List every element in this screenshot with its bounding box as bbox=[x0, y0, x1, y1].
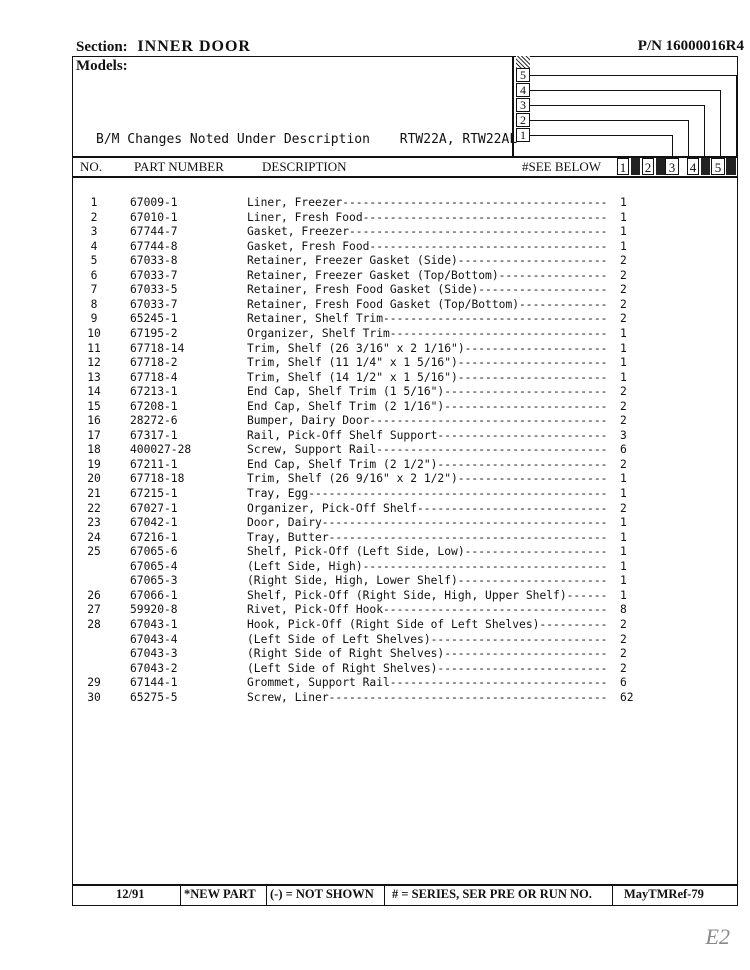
series-col-4: 4 bbox=[687, 158, 699, 175]
series-col-shade bbox=[606, 158, 607, 175]
row-number: 27 bbox=[87, 603, 101, 617]
row-number: 1 bbox=[90, 196, 98, 209]
table-row bbox=[0, 443, 750, 458]
description: Retainer, Freezer Gasket (Side) bbox=[247, 254, 458, 268]
part-number: 67718-18 bbox=[130, 472, 185, 486]
description: Screw, Liner bbox=[247, 690, 329, 704]
dot-leader: --------------------- bbox=[464, 545, 608, 559]
row-number: 28 bbox=[87, 617, 101, 631]
description: Gasket, Fresh Food bbox=[247, 239, 370, 253]
description: Organizer, Pick-Off Shelf bbox=[247, 501, 418, 515]
dot-leader: --------------------------------- bbox=[383, 312, 608, 326]
dot-leader: ---------------- bbox=[498, 268, 608, 282]
description: Grommet, Support Rail bbox=[247, 676, 390, 690]
quantity: 1 bbox=[620, 370, 627, 384]
dot-leader: --------------------------------- bbox=[383, 603, 608, 617]
part-number: 67718-14 bbox=[130, 341, 185, 355]
model-box-5: 5 bbox=[516, 68, 530, 82]
dot-leader: -------------------------------------------- bbox=[308, 487, 608, 500]
quantity: 1 bbox=[620, 239, 627, 253]
description: (Left Side, High) bbox=[247, 559, 363, 573]
part-number: 67043-1 bbox=[130, 617, 178, 631]
table-row bbox=[0, 342, 750, 357]
part-number: 67033-5 bbox=[130, 283, 178, 297]
row-number: 13 bbox=[87, 370, 101, 384]
quantity: 62 bbox=[620, 690, 634, 704]
row-number: 10 bbox=[87, 326, 101, 340]
section-label: Section: bbox=[76, 39, 128, 55]
dot-leader: ---------------------------- bbox=[417, 501, 608, 515]
description: (Right Side, High, Lower Shelf) bbox=[247, 574, 458, 588]
quantity: 2 bbox=[620, 414, 627, 428]
part-number: 67066-1 bbox=[130, 588, 178, 602]
description: Screw, Support Rail bbox=[247, 443, 377, 457]
model-bracket-v-1 bbox=[672, 135, 673, 156]
description: End Cap, Shelf Trim (2 1/16") bbox=[247, 399, 445, 413]
row-number: 9 bbox=[90, 312, 98, 326]
table-row bbox=[0, 472, 750, 487]
series-col-shade bbox=[726, 158, 736, 175]
series-col-shade bbox=[631, 158, 640, 175]
description: Liner, Freezer bbox=[247, 196, 343, 209]
table-row bbox=[0, 225, 750, 240]
dot-leader: ---------------------- bbox=[457, 472, 608, 486]
part-number: 67718-4 bbox=[130, 370, 178, 384]
description: Door, Dairy bbox=[247, 516, 322, 530]
table-row bbox=[0, 240, 750, 255]
col-no: NO. bbox=[80, 159, 103, 174]
quantity: 2 bbox=[620, 617, 627, 631]
table-row bbox=[0, 662, 750, 677]
quantity: 1 bbox=[620, 196, 627, 209]
part-number: 65245-1 bbox=[130, 312, 178, 326]
part-number-heading: P/N 16000016R4 bbox=[637, 38, 744, 54]
row-number: 26 bbox=[87, 588, 101, 602]
dot-leader: ---------------------- bbox=[457, 356, 608, 370]
dot-leader: -------------------------------- bbox=[389, 676, 608, 690]
series-col-3: 3 bbox=[665, 158, 679, 175]
quantity: 2 bbox=[620, 661, 627, 675]
table-row bbox=[0, 502, 750, 517]
dot-leader: ----------------------------------------- bbox=[328, 530, 608, 544]
description: Hook, Pick-Off (Right Side of Left Shelves) bbox=[247, 617, 540, 631]
dot-leader: ------------------------- bbox=[437, 428, 608, 442]
quantity: 8 bbox=[620, 603, 627, 617]
part-number: 67216-1 bbox=[130, 530, 178, 544]
quantity: 1 bbox=[620, 516, 627, 530]
table-row bbox=[0, 560, 750, 575]
model-bracket-h-3 bbox=[530, 105, 704, 106]
quantity: 2 bbox=[620, 632, 627, 646]
dot-leader: -------------------------------- bbox=[389, 326, 608, 340]
quantity: 1 bbox=[620, 225, 627, 239]
part-number: 67317-1 bbox=[130, 428, 178, 442]
model-list: RTW22A, RTW22AL bbox=[399, 132, 518, 147]
table-row bbox=[0, 196, 750, 211]
row-number: 18 bbox=[87, 443, 101, 457]
table-row bbox=[0, 269, 750, 284]
model-bracket-h-1 bbox=[530, 135, 672, 136]
model-bracket-v-3 bbox=[704, 105, 705, 156]
footer-ref: MayTMRef-79 bbox=[624, 887, 704, 901]
model-bracket-v-2 bbox=[688, 120, 689, 156]
dot-leader: ------------------------ bbox=[444, 399, 608, 413]
description: (Left Side of Left Shelves) bbox=[247, 632, 431, 646]
part-number: 67043-2 bbox=[130, 661, 178, 675]
part-number: 67208-1 bbox=[130, 399, 178, 413]
footer-series-note: # = SERIES, SER PRE OR RUN NO. bbox=[392, 887, 592, 901]
table-row bbox=[0, 254, 750, 269]
quantity: 1 bbox=[620, 341, 627, 355]
table-row bbox=[0, 545, 750, 560]
row-number: 5 bbox=[90, 254, 98, 268]
part-number: 67009-1 bbox=[130, 196, 178, 209]
row-number: 17 bbox=[87, 428, 101, 442]
row-number: 2 bbox=[90, 210, 98, 224]
bm-note-text: B/M Changes Noted Under Description bbox=[96, 132, 370, 147]
description: Liner, Fresh Food bbox=[247, 210, 363, 224]
description: (Right Side of Right Shelves) bbox=[247, 647, 445, 661]
row-number: 7 bbox=[90, 283, 98, 297]
table-row bbox=[0, 356, 750, 371]
row-number: 3 bbox=[90, 225, 98, 239]
quantity: 2 bbox=[620, 399, 627, 413]
model-box-1: 1 bbox=[516, 128, 530, 142]
table-row bbox=[0, 414, 750, 429]
table-row bbox=[0, 211, 750, 226]
part-number: 67065-6 bbox=[130, 545, 178, 559]
quantity: 1 bbox=[620, 545, 627, 559]
quantity: 2 bbox=[620, 457, 627, 471]
part-number: 67033-8 bbox=[130, 254, 178, 268]
part-number: 67065-3 bbox=[130, 574, 178, 588]
quantity: 6 bbox=[620, 676, 627, 690]
table-row bbox=[0, 516, 750, 531]
description: Shelf, Pick-Off (Right Side, High, Upper Shelf) bbox=[247, 588, 567, 602]
table-row bbox=[0, 633, 750, 648]
quantity: 2 bbox=[620, 254, 627, 268]
table-row bbox=[0, 371, 750, 386]
quantity: 1 bbox=[620, 559, 627, 573]
description: (Left Side of Right Shelves) bbox=[247, 661, 438, 675]
quantity: 1 bbox=[620, 530, 627, 544]
table-row bbox=[0, 487, 750, 502]
model-box-shading bbox=[516, 56, 530, 68]
row-number: 8 bbox=[90, 297, 98, 311]
table-row bbox=[0, 531, 750, 546]
dot-leader: -------------------------- bbox=[430, 632, 608, 646]
dot-leader: ------------- bbox=[519, 297, 608, 311]
row-number: 14 bbox=[87, 385, 101, 399]
quantity: 1 bbox=[620, 326, 627, 340]
table-row bbox=[0, 574, 750, 589]
dot-leader: ------------------------- bbox=[437, 661, 608, 675]
dot-leader: ------------------------ bbox=[444, 647, 608, 661]
row-number: 25 bbox=[87, 545, 101, 559]
footer-divider-1 bbox=[180, 884, 181, 906]
dot-leader: ------------------------------------ bbox=[362, 559, 608, 573]
dot-leader: ---------------------------------- bbox=[376, 443, 608, 457]
part-number: 67042-1 bbox=[130, 516, 178, 530]
part-number: 28272-6 bbox=[130, 414, 178, 428]
part-number: 400027-28 bbox=[130, 443, 192, 457]
footer-divider-3 bbox=[384, 884, 385, 906]
description: Gasket, Freezer bbox=[247, 225, 350, 239]
table-row bbox=[0, 429, 750, 444]
footer-divider-2 bbox=[266, 884, 267, 906]
model-box-4: 4 bbox=[516, 83, 530, 97]
series-col-1: 1 bbox=[617, 158, 629, 175]
part-number: 67043-4 bbox=[130, 632, 178, 646]
dot-leader: ---------------------- bbox=[457, 370, 608, 384]
row-number: 22 bbox=[87, 501, 101, 515]
description: Tray, Butter bbox=[247, 530, 329, 544]
quantity: 2 bbox=[620, 283, 627, 297]
footer-date: 12/91 bbox=[116, 887, 145, 901]
table-row bbox=[0, 298, 750, 313]
quantity: 2 bbox=[620, 297, 627, 311]
quantity: 1 bbox=[620, 588, 627, 602]
dot-leader: ------ bbox=[566, 588, 608, 602]
description: Rivet, Pick-Off Hook bbox=[247, 603, 384, 617]
row-number: 19 bbox=[87, 457, 101, 471]
row-number: 24 bbox=[87, 530, 101, 544]
dot-leader: -------------------------------------- bbox=[349, 225, 608, 239]
row-number: 29 bbox=[87, 676, 101, 690]
table-row bbox=[0, 603, 750, 618]
model-box-2: 2 bbox=[516, 113, 530, 127]
table-row bbox=[0, 400, 750, 415]
dot-leader: ------------------- bbox=[478, 283, 608, 297]
dot-leader: --------------------- bbox=[464, 341, 608, 355]
description: Bumper, Dairy Door bbox=[247, 414, 370, 428]
part-number: 67211-1 bbox=[130, 457, 178, 471]
dot-leader: ---------- bbox=[539, 617, 608, 631]
footer bbox=[72, 884, 738, 906]
header-rule-bottom bbox=[72, 176, 738, 178]
quantity: 2 bbox=[620, 312, 627, 326]
part-number: 67718-2 bbox=[130, 356, 178, 370]
description: Retainer, Shelf Trim bbox=[247, 312, 384, 326]
series-col-2: 2 bbox=[642, 158, 654, 175]
model-bracket-h-4 bbox=[530, 90, 720, 91]
row-number: 15 bbox=[87, 399, 101, 413]
description: Rail, Pick-Off Shelf Support bbox=[247, 428, 438, 442]
part-number: 67065-4 bbox=[130, 559, 178, 573]
row-number: 20 bbox=[87, 472, 101, 486]
series-col-shade bbox=[701, 158, 710, 175]
series-col-shade bbox=[656, 158, 665, 175]
footer-divider-4 bbox=[612, 884, 613, 906]
part-number: 67195-2 bbox=[130, 326, 178, 340]
dot-leader: ------------------------ bbox=[444, 385, 608, 399]
part-number: 67215-1 bbox=[130, 487, 178, 500]
row-number: 16 bbox=[87, 414, 101, 428]
col-part-number: PART NUMBER bbox=[134, 159, 224, 174]
models-label: Models: bbox=[76, 58, 128, 74]
dot-leader: ---------------------- bbox=[457, 254, 608, 268]
part-number: 67744-7 bbox=[130, 225, 178, 239]
row-number: 6 bbox=[90, 268, 98, 282]
dot-leader: ------------------------- bbox=[437, 457, 608, 471]
description: Organizer, Shelf Trim bbox=[247, 326, 390, 340]
part-number: 67033-7 bbox=[130, 297, 178, 311]
part-number: 67033-7 bbox=[130, 268, 178, 282]
table-row bbox=[0, 647, 750, 662]
part-number: 67010-1 bbox=[130, 210, 178, 224]
quantity: 1 bbox=[620, 487, 627, 500]
model-bracket-v-5 bbox=[736, 75, 737, 156]
quantity: 1 bbox=[620, 472, 627, 486]
table-row bbox=[0, 618, 750, 633]
part-number: 59920-8 bbox=[130, 603, 178, 617]
description: Retainer, Fresh Food Gasket (Top/Bottom) bbox=[247, 297, 520, 311]
model-bracket-h-2 bbox=[530, 120, 688, 121]
dot-leader: --------------------------------------- bbox=[342, 196, 608, 209]
description: Retainer, Freezer Gasket (Top/Bottom) bbox=[247, 268, 499, 282]
description: Shelf, Pick-Off (Left Side, Low) bbox=[247, 545, 465, 559]
description: Trim, Shelf (26 9/16" x 2 1/2") bbox=[247, 472, 458, 486]
table-row bbox=[0, 691, 750, 706]
series-col-5: 5 bbox=[711, 158, 725, 175]
description: Tray, Egg bbox=[247, 487, 309, 500]
table-row bbox=[0, 676, 750, 691]
part-number: 67144-1 bbox=[130, 676, 178, 690]
row-number: 4 bbox=[90, 239, 98, 253]
model-bracket-h-5 bbox=[530, 75, 736, 76]
quantity: 1 bbox=[620, 574, 627, 588]
table-row bbox=[0, 589, 750, 604]
margin-mark: E2 bbox=[705, 924, 730, 949]
quantity: 2 bbox=[620, 647, 627, 661]
row-number: 23 bbox=[87, 516, 101, 530]
dot-leader: ----------------------------------------- bbox=[328, 690, 608, 704]
row-number: 21 bbox=[87, 487, 101, 500]
part-number: 67213-1 bbox=[130, 385, 178, 399]
model-bracket-v-4 bbox=[720, 90, 721, 156]
dot-leader: ---------------------- bbox=[457, 574, 608, 588]
dot-leader: ----------------------------------- bbox=[369, 414, 608, 428]
part-number: 65275-5 bbox=[130, 690, 178, 704]
dot-leader: ----------------------------------- bbox=[369, 239, 608, 253]
part-number: 67043-3 bbox=[130, 647, 178, 661]
quantity: 1 bbox=[620, 210, 627, 224]
description: Retainer, Fresh Food Gasket (Side) bbox=[247, 283, 479, 297]
quantity: 3 bbox=[620, 428, 627, 442]
table-row bbox=[0, 312, 750, 327]
quantity: 2 bbox=[620, 268, 627, 282]
dot-leader: ------------------------------------------ bbox=[321, 516, 608, 530]
row-number: 12 bbox=[87, 356, 101, 370]
table-row bbox=[0, 327, 750, 342]
row-number: 11 bbox=[87, 341, 101, 355]
footer-not-shown: (-) = NOT SHOWN bbox=[270, 887, 374, 901]
model-box-3: 3 bbox=[516, 98, 530, 112]
col-see-below: #SEE BELOW bbox=[522, 159, 602, 174]
description: End Cap, Shelf Trim (2 1/2") bbox=[247, 457, 438, 471]
part-number: 67744-8 bbox=[130, 239, 178, 253]
description: Trim, Shelf (11 1/4" x 1 5/16") bbox=[247, 356, 458, 370]
description: Trim, Shelf (26 3/16" x 2 1/16") bbox=[247, 341, 465, 355]
quantity: 6 bbox=[620, 443, 627, 457]
dot-leader: ------------------------------------ bbox=[362, 210, 608, 224]
footer-new-part: *NEW PART bbox=[184, 887, 256, 901]
quantity: 2 bbox=[620, 385, 627, 399]
section-value: INNER DOOR bbox=[137, 38, 251, 55]
part-number: 67027-1 bbox=[130, 501, 178, 515]
table-row bbox=[0, 385, 750, 400]
description: End Cap, Shelf Trim (1 5/16") bbox=[247, 385, 445, 399]
col-description: DESCRIPTION bbox=[262, 159, 347, 174]
description: Trim, Shelf (14 1/2" x 1 5/16") bbox=[247, 370, 458, 384]
table-row bbox=[0, 283, 750, 298]
quantity: 1 bbox=[620, 356, 627, 370]
section-heading bbox=[76, 38, 251, 56]
bm-note bbox=[96, 132, 517, 147]
table-row bbox=[0, 458, 750, 473]
row-number: 30 bbox=[87, 690, 101, 704]
quantity: 2 bbox=[620, 501, 627, 515]
